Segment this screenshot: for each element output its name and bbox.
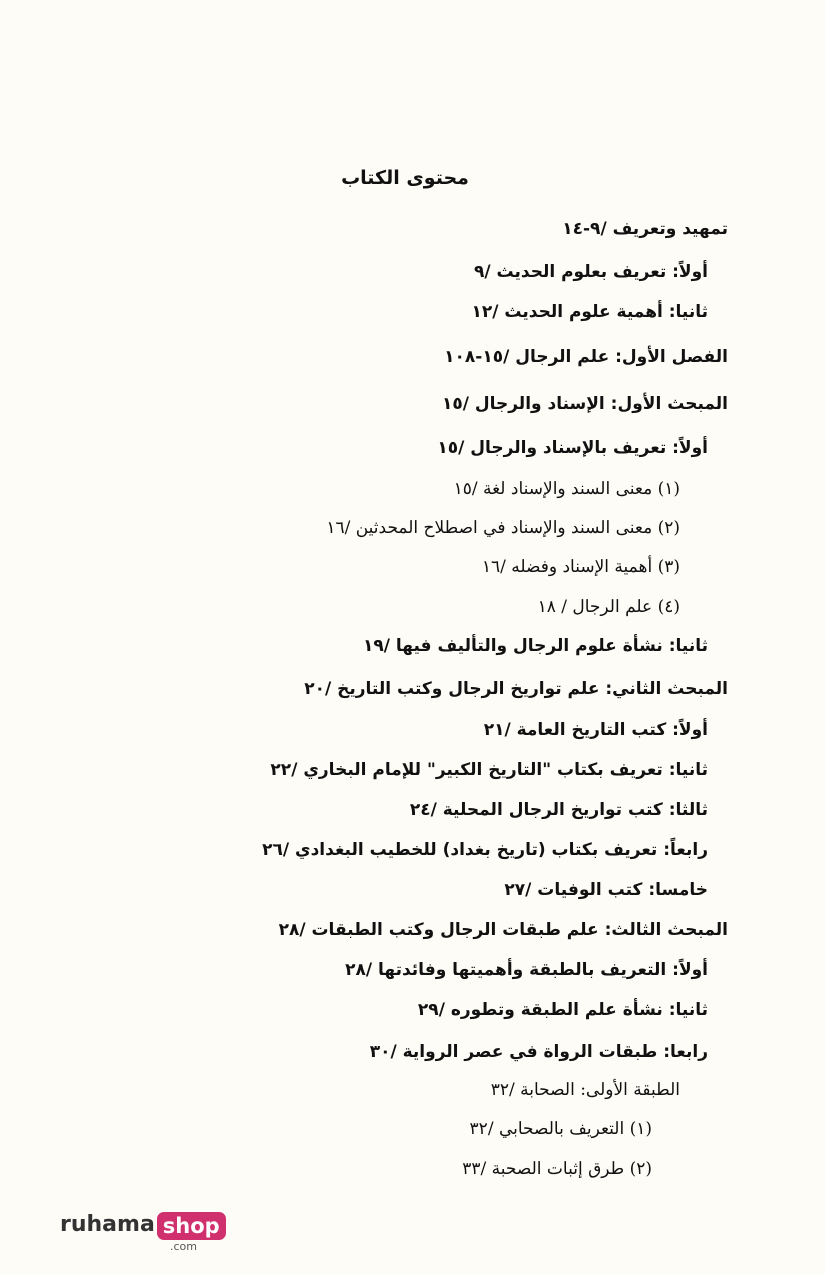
toc-entry: (٢) طرق إثبات الصحبة /٣٣ bbox=[462, 1159, 652, 1179]
toc-entry: (١) معنى السند والإسناد لغة /١٥ bbox=[453, 479, 680, 499]
toc-entry: الفصل الأول: علم الرجال /١٥-١٠٨ bbox=[444, 347, 728, 367]
toc-entry: ثانيا: تعريف بكتاب "التاريخ الكبير" للإمام البخاري /٢٢ bbox=[270, 760, 708, 780]
toc-entry: رابعا: طبقات الرواة في عصر الرواية /٣٠ bbox=[369, 1042, 708, 1062]
toc-entry: المبحث الثاني: علم تواريخ الرجال وكتب التاريخ /٢٠ bbox=[304, 679, 728, 699]
toc-entry: ثالثا: كتب تواريخ الرجال المحلية /٢٤ bbox=[409, 800, 708, 820]
page-title: محتوى الكتاب bbox=[341, 167, 469, 189]
logo-suffix: .com bbox=[170, 1240, 197, 1253]
toc-entry: خامسا: كتب الوفيات /٢٧ bbox=[504, 880, 708, 900]
toc-entry: أولاً: التعريف بالطبقة وأهميتها وفائدتها /٢٨ bbox=[345, 960, 708, 980]
toc-entry: ثانيا: نشأة علوم الرجال والتأليف فيها /١٩ bbox=[362, 636, 708, 656]
logo-badge: shop bbox=[157, 1212, 226, 1240]
toc-entry: رابعاً: تعريف بكتاب (تاريخ بغداد) للخطيب البغدادي /٢٦ bbox=[262, 840, 708, 860]
toc-entry: أولاً: تعريف بالإسناد والرجال /١٥ bbox=[437, 438, 708, 458]
toc-entry: المبحث الثالث: علم طبقات الرجال وكتب الطبقات /٢٨ bbox=[278, 920, 728, 940]
toc-entry: تمهيد وتعريف /٩-١٤ bbox=[562, 219, 728, 239]
toc-entry: الطبقة الأولى: الصحابة /٣٢ bbox=[490, 1080, 680, 1100]
toc-entry: المبحث الأول: الإسناد والرجال /١٥ bbox=[441, 394, 728, 414]
toc-entry: أولاً: تعريف بعلوم الحديث /٩ bbox=[473, 262, 708, 282]
toc-entry: (٣) أهمية الإسناد وفضله /١٦ bbox=[481, 557, 680, 577]
toc-entry: (١) التعريف بالصحابي /٣٢ bbox=[469, 1119, 652, 1139]
toc-entry: (٤) علم الرجال / ١٨ bbox=[537, 597, 680, 617]
toc-entry: أولاً: كتب التاريخ العامة /٢١ bbox=[483, 720, 708, 740]
toc-entry: ثانيا: نشأة علم الطبقة وتطوره /٢٩ bbox=[417, 1000, 708, 1020]
toc-entry: (٢) معنى السند والإسناد في اصطلاح المحدثين /١٦ bbox=[326, 518, 680, 538]
logo-brand: ruhama bbox=[60, 1212, 155, 1237]
watermark-logo bbox=[60, 1212, 226, 1252]
toc-entry: ثانيا: أهمية علوم الحديث /١٢ bbox=[471, 302, 708, 322]
